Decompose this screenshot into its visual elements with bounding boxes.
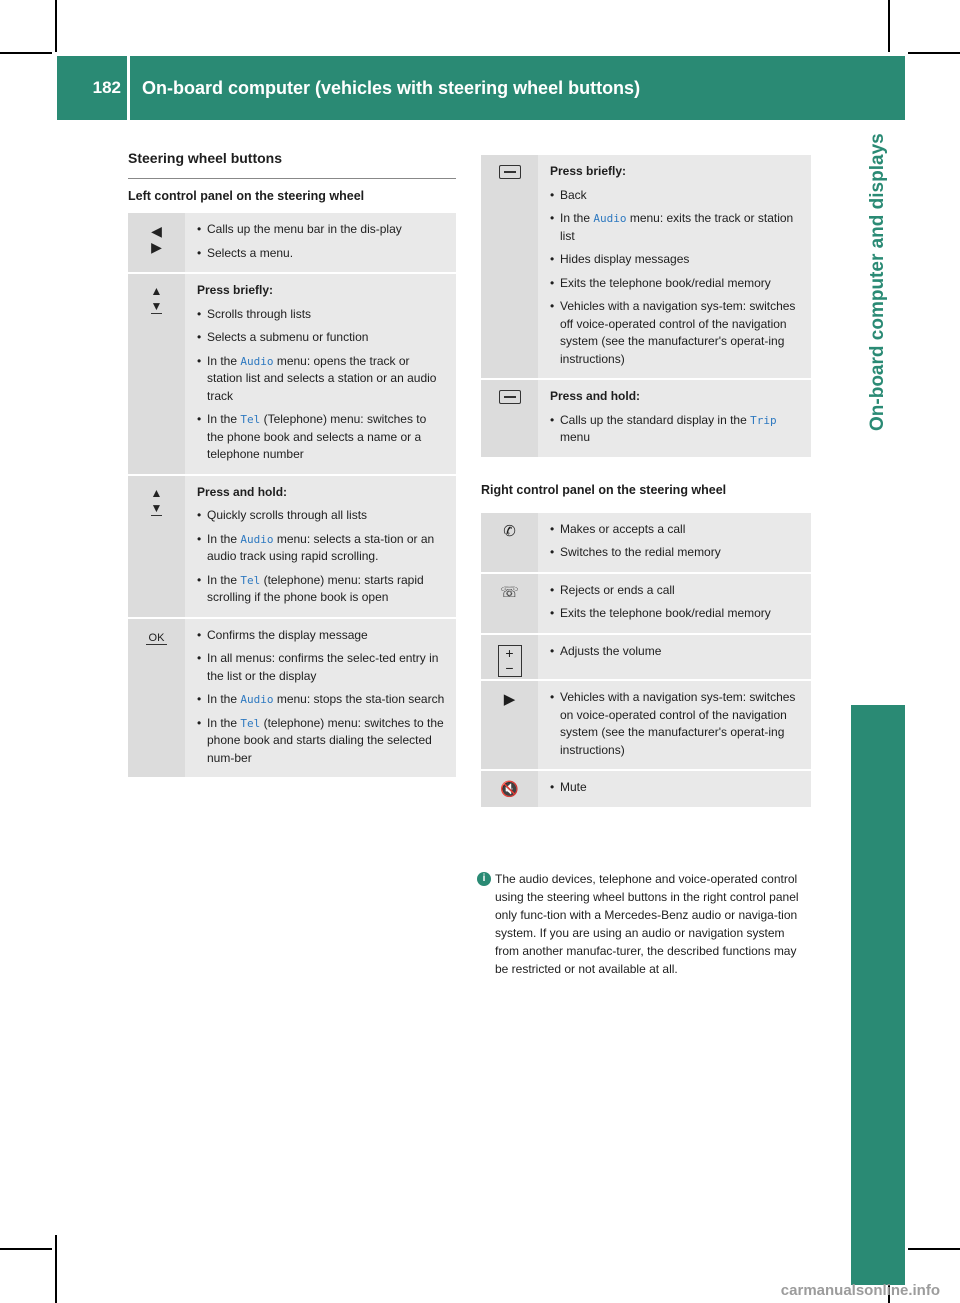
control-row — [481, 634, 811, 681]
control-key-cell — [481, 155, 538, 379]
back-icon — [499, 168, 521, 182]
control-description-cell — [538, 513, 811, 573]
right-controls-table — [481, 513, 811, 809]
control-row — [481, 379, 811, 458]
function-list — [197, 221, 446, 262]
control-key-cell — [481, 770, 538, 808]
control-description-cell — [185, 475, 456, 618]
function-item: • Vehicles with a navigation sys-tem: switches on voice-operated control of the navigation system (see the manufacturer's operat-ing instructions) — [550, 689, 801, 759]
function-item: • Back — [550, 187, 801, 205]
control-row — [128, 475, 456, 618]
function-item: • Selects a menu. — [197, 245, 446, 263]
function-list — [550, 187, 801, 369]
control-row — [128, 273, 456, 475]
press-mode-heading: Press and hold: — [197, 484, 288, 499]
function-item: • In the Audio menu: selects a sta-tion or an audio track using rapid scrolling. — [197, 531, 446, 566]
press-mode-heading: Press and hold: — [550, 389, 641, 403]
control-key-cell — [128, 273, 185, 475]
left-controls-table — [128, 213, 456, 779]
menu-name: Audio — [240, 693, 274, 706]
control-key-cell — [128, 213, 185, 273]
control-row — [481, 155, 811, 379]
function-item: • Switches to the redial memory — [550, 544, 801, 562]
function-item: • Mute — [550, 779, 801, 797]
voice-control-icon: ▶ — [503, 691, 516, 708]
control-description-cell — [538, 573, 811, 634]
control-row — [481, 680, 811, 770]
function-item: • In the Tel (Telephone) menu: switches to the phone book and selects a name or a telephone number — [197, 411, 446, 464]
section-title: Steering wheel buttons — [128, 150, 283, 166]
up-down-arrows-icon: ▲ ▼ — [150, 485, 163, 515]
divider — [128, 178, 456, 179]
chapter-side-tab — [851, 125, 905, 705]
press-mode-heading: Press briefly: — [550, 164, 627, 178]
page-title: On-board computer (vehicles with steering wheel buttons) — [130, 56, 905, 120]
function-item: • Calls up the standard display in the Trip menu — [550, 412, 801, 447]
back-icon — [499, 393, 521, 407]
function-item: • Makes or accepts a call — [550, 521, 801, 539]
up-down-arrows-icon: ▲ ▼ — [150, 284, 163, 313]
function-item: • Quickly scrolls through all lists — [197, 507, 446, 525]
menu-name: Audio — [593, 212, 627, 225]
press-mode-heading: Press briefly: — [197, 283, 274, 297]
function-item: • Confirms the display message — [197, 627, 446, 645]
crop-mark — [55, 1235, 57, 1303]
page-number: 182 — [57, 56, 127, 120]
function-item: • In the Audio menu: opens the track or station list and selects a station or an audio track — [197, 353, 446, 406]
right-panel-heading: Right control panel on the steering wheel — [481, 482, 727, 497]
function-item: • Scrolls through lists — [197, 306, 446, 324]
control-description-cell — [185, 213, 456, 273]
function-item: • Rejects or ends a call — [550, 582, 801, 600]
phone-reject-icon: ☏ — [500, 583, 519, 601]
crop-mark — [908, 52, 960, 54]
menu-name: Tel — [240, 716, 261, 730]
function-item: • Hides display messages — [550, 251, 801, 269]
mute-icon: 🔇 — [500, 781, 519, 798]
crop-mark — [0, 1248, 52, 1250]
function-item: • In the Tel (telephone) menu: switches to the phone book and starts dialing the selected num-ber — [197, 715, 446, 768]
control-description-cell — [185, 618, 456, 779]
control-key-cell — [481, 573, 538, 634]
function-item: • In the Audio menu: exits the track or station list — [550, 210, 801, 245]
left-column — [128, 150, 456, 779]
function-item: • Selects a submenu or function — [197, 329, 446, 347]
crop-mark — [908, 1248, 960, 1250]
control-description-cell — [538, 770, 811, 808]
crop-mark — [0, 52, 52, 54]
function-list — [197, 306, 446, 464]
chapter-side-label: On-board computer and displays — [867, 133, 888, 431]
menu-name: Tel — [240, 413, 261, 426]
function-list — [550, 643, 801, 661]
info-icon: i — [477, 872, 491, 886]
function-item: • Adjusts the volume — [550, 643, 801, 661]
control-row — [128, 618, 456, 779]
control-description-cell — [538, 379, 811, 458]
function-list — [550, 521, 801, 562]
function-list — [197, 507, 446, 607]
control-row — [481, 513, 811, 573]
back-button-table — [481, 155, 811, 459]
function-list — [550, 582, 801, 623]
ok-icon: OK — [146, 630, 168, 644]
control-key-cell — [481, 379, 538, 458]
function-item: • In all menus: confirms the selec-ted entry in the list or the display — [197, 650, 446, 685]
function-item: • Vehicles with a navigation sys-tem: switches off voice-operated control of the navigation system (see the manufacturer's operat-ing instructions) — [550, 298, 801, 368]
control-key-cell — [481, 680, 538, 770]
function-list — [550, 412, 801, 447]
info-note-text: The audio devices, telephone and voice-operated control using the steering wheel buttons in the right control panel only func-tion with a Mercedes-Benz audio or naviga-tion system. If you are using an audio or navigation system from another manufac-turer, the described functions may be restricted or not available at all. — [495, 872, 799, 976]
control-key-cell — [481, 513, 538, 573]
function-item: • In the Audio menu: stops the sta-tion search — [197, 691, 446, 709]
control-key-cell — [128, 475, 185, 618]
menu-name: Audio — [240, 354, 274, 368]
right-column — [481, 155, 811, 809]
function-item: • Calls up the menu bar in the dis-play — [197, 221, 446, 239]
function-item: • Exits the telephone book/redial memory — [550, 605, 801, 623]
control-description-cell — [538, 155, 811, 379]
volume-plus-minus-icon: + − — [498, 662, 522, 676]
menu-name: Audio — [240, 532, 274, 546]
control-key-cell — [128, 618, 185, 779]
chapter-marker-block — [851, 705, 905, 1285]
crop-mark — [888, 0, 890, 52]
left-panel-heading: Left control panel on the steering wheel — [128, 189, 365, 203]
function-list — [550, 779, 801, 797]
function-item: • Exits the telephone book/redial memory — [550, 275, 801, 293]
control-description-cell — [185, 273, 456, 475]
function-item: • In the Tel (telephone) menu: starts rapid scrolling if the phone book is open — [197, 572, 446, 607]
control-row — [128, 213, 456, 273]
left-right-arrows-icon: ◀ ▶ — [151, 223, 162, 255]
phone-accept-icon: ✆ — [503, 522, 516, 540]
crop-mark — [55, 0, 57, 52]
control-description-cell — [538, 634, 811, 681]
info-note — [481, 870, 811, 978]
control-row — [481, 573, 811, 634]
menu-name: Trip — [750, 413, 777, 427]
control-description-cell — [538, 680, 811, 770]
menu-name: Tel — [240, 573, 261, 587]
function-list — [550, 689, 801, 759]
watermark: carmanualsonline.info — [780, 1282, 940, 1299]
function-list — [197, 627, 446, 768]
control-key-cell — [481, 634, 538, 681]
control-row — [481, 770, 811, 808]
